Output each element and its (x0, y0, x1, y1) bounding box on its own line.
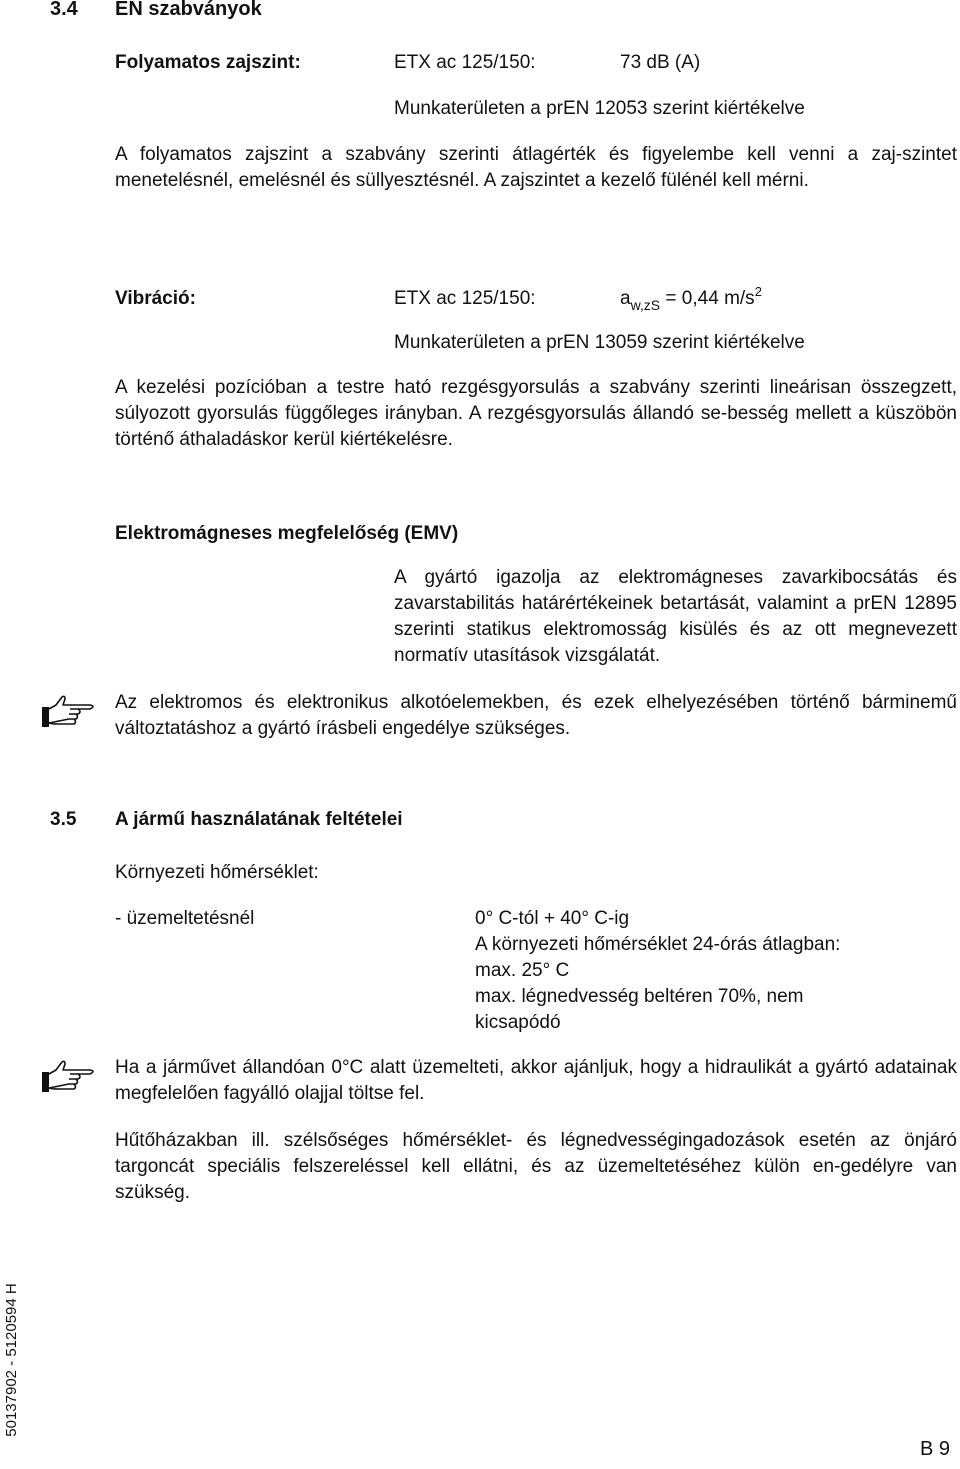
cold-storage-block (115, 1128, 957, 1206)
section-title: EN szabványok (115, 0, 262, 20)
noise-value: 73 dB (A) (620, 52, 701, 73)
operating-line: 0° C-tól + 40° C-ig (475, 908, 630, 929)
vibration-symbol: a (620, 288, 631, 309)
noise-description-block (115, 142, 957, 194)
section-number: 3.4 (50, 0, 78, 20)
vibration-value-exponent: 2 (754, 284, 762, 299)
vibration-description: A kezelési pozícióban a testre ható rezgésgyorsulás a szabvány szerinti lineárisan összegzett, súlyozott gyorsulás függőleges irányban. A rezgésgyorsulás állandó se-besség mellett a küszöbön történő áthaladáskor kerül kiértékelésre. (115, 377, 957, 450)
operating-line: max. légnedvesség beltéren 70%, nem (475, 986, 804, 1007)
section-title: A jármű használatának feltételei (115, 809, 403, 830)
emv-title: Elektromágneses megfelelőség (EMV) (115, 523, 459, 544)
operating-label: - üzemeltetésnél (115, 908, 255, 929)
emv-note-block (115, 690, 957, 742)
cold-storage-text: Hűtőházakban ill. szélsőséges hőmérséklet- és légnedvességingadozások esetén az önjáró targoncát speciális felszereléssel kell ellátni, és az üzemeltetéséhez külön en-gedélyre van szükség. (115, 1130, 957, 1203)
vibration-standard: Munkaterületen a prEN 13059 szerint kiértékelve (394, 332, 805, 353)
noise-standard: Munkaterületen a prEN 12053 szerint kiértékelve (394, 98, 805, 119)
operating-line: kicsapódó (475, 1012, 561, 1033)
emv-description: A gyártó igazolja az elektromágneses zavarkibocsátás és zavarstabilitás határértékeinek betartását, valamint a prEN 12895 szerinti statikus elektromosság kisülés és az ott megnevezett normatív utasítások vizsgálatát. (394, 567, 957, 666)
emv-note: Az elektromos és elektronikus alkotóelemekben, és ezek elhelyezésében történő bárminemű változtatáshoz a gyártó írásbeli engedélye szükséges. (115, 692, 957, 739)
vibration-label: Vibráció: (115, 288, 196, 309)
section-number: 3.5 (50, 809, 77, 830)
vibration-value (620, 286, 762, 312)
vibration-symbol-subscript: w,zS (630, 297, 661, 313)
vibration-description-block (115, 375, 957, 453)
pointing-hand-icon (40, 693, 100, 733)
noise-description: A folyamatos zajszint a szabvány szerinti átlagérték és figyelembe kell venni a zaj-szintet menetelésnél, emelésnél és süllyesztésnél. A zajszintet a kezelő fülénél kell mérni. (115, 144, 957, 191)
vibration-model: ETX ac 125/150: (394, 288, 536, 309)
pointing-hand-icon (40, 1058, 100, 1098)
document-code: 50137902 - 5120594 H (3, 1283, 20, 1437)
operating-line: max. 25° C (475, 960, 570, 981)
freezing-note: Ha a járművet állandóan 0°C alatt üzemelteti, akkor ajánljuk, hogy a hidraulikát a gyártó adatainak megfelelően fagyálló olajjal töltse fel. (115, 1057, 957, 1104)
emv-description-block (394, 565, 957, 669)
freezing-note-block (115, 1055, 957, 1107)
noise-model: ETX ac 125/150: (394, 52, 536, 73)
operating-line: A környezeti hőmérséklet 24-órás átlagban: (475, 934, 841, 955)
page-number: B 9 (920, 1438, 951, 1460)
ambient-temperature-label: Környezeti hőmérséklet: (115, 862, 319, 883)
noise-label: Folyamatos zajszint: (115, 52, 301, 73)
vibration-value-text: = 0,44 m/s (660, 288, 755, 309)
